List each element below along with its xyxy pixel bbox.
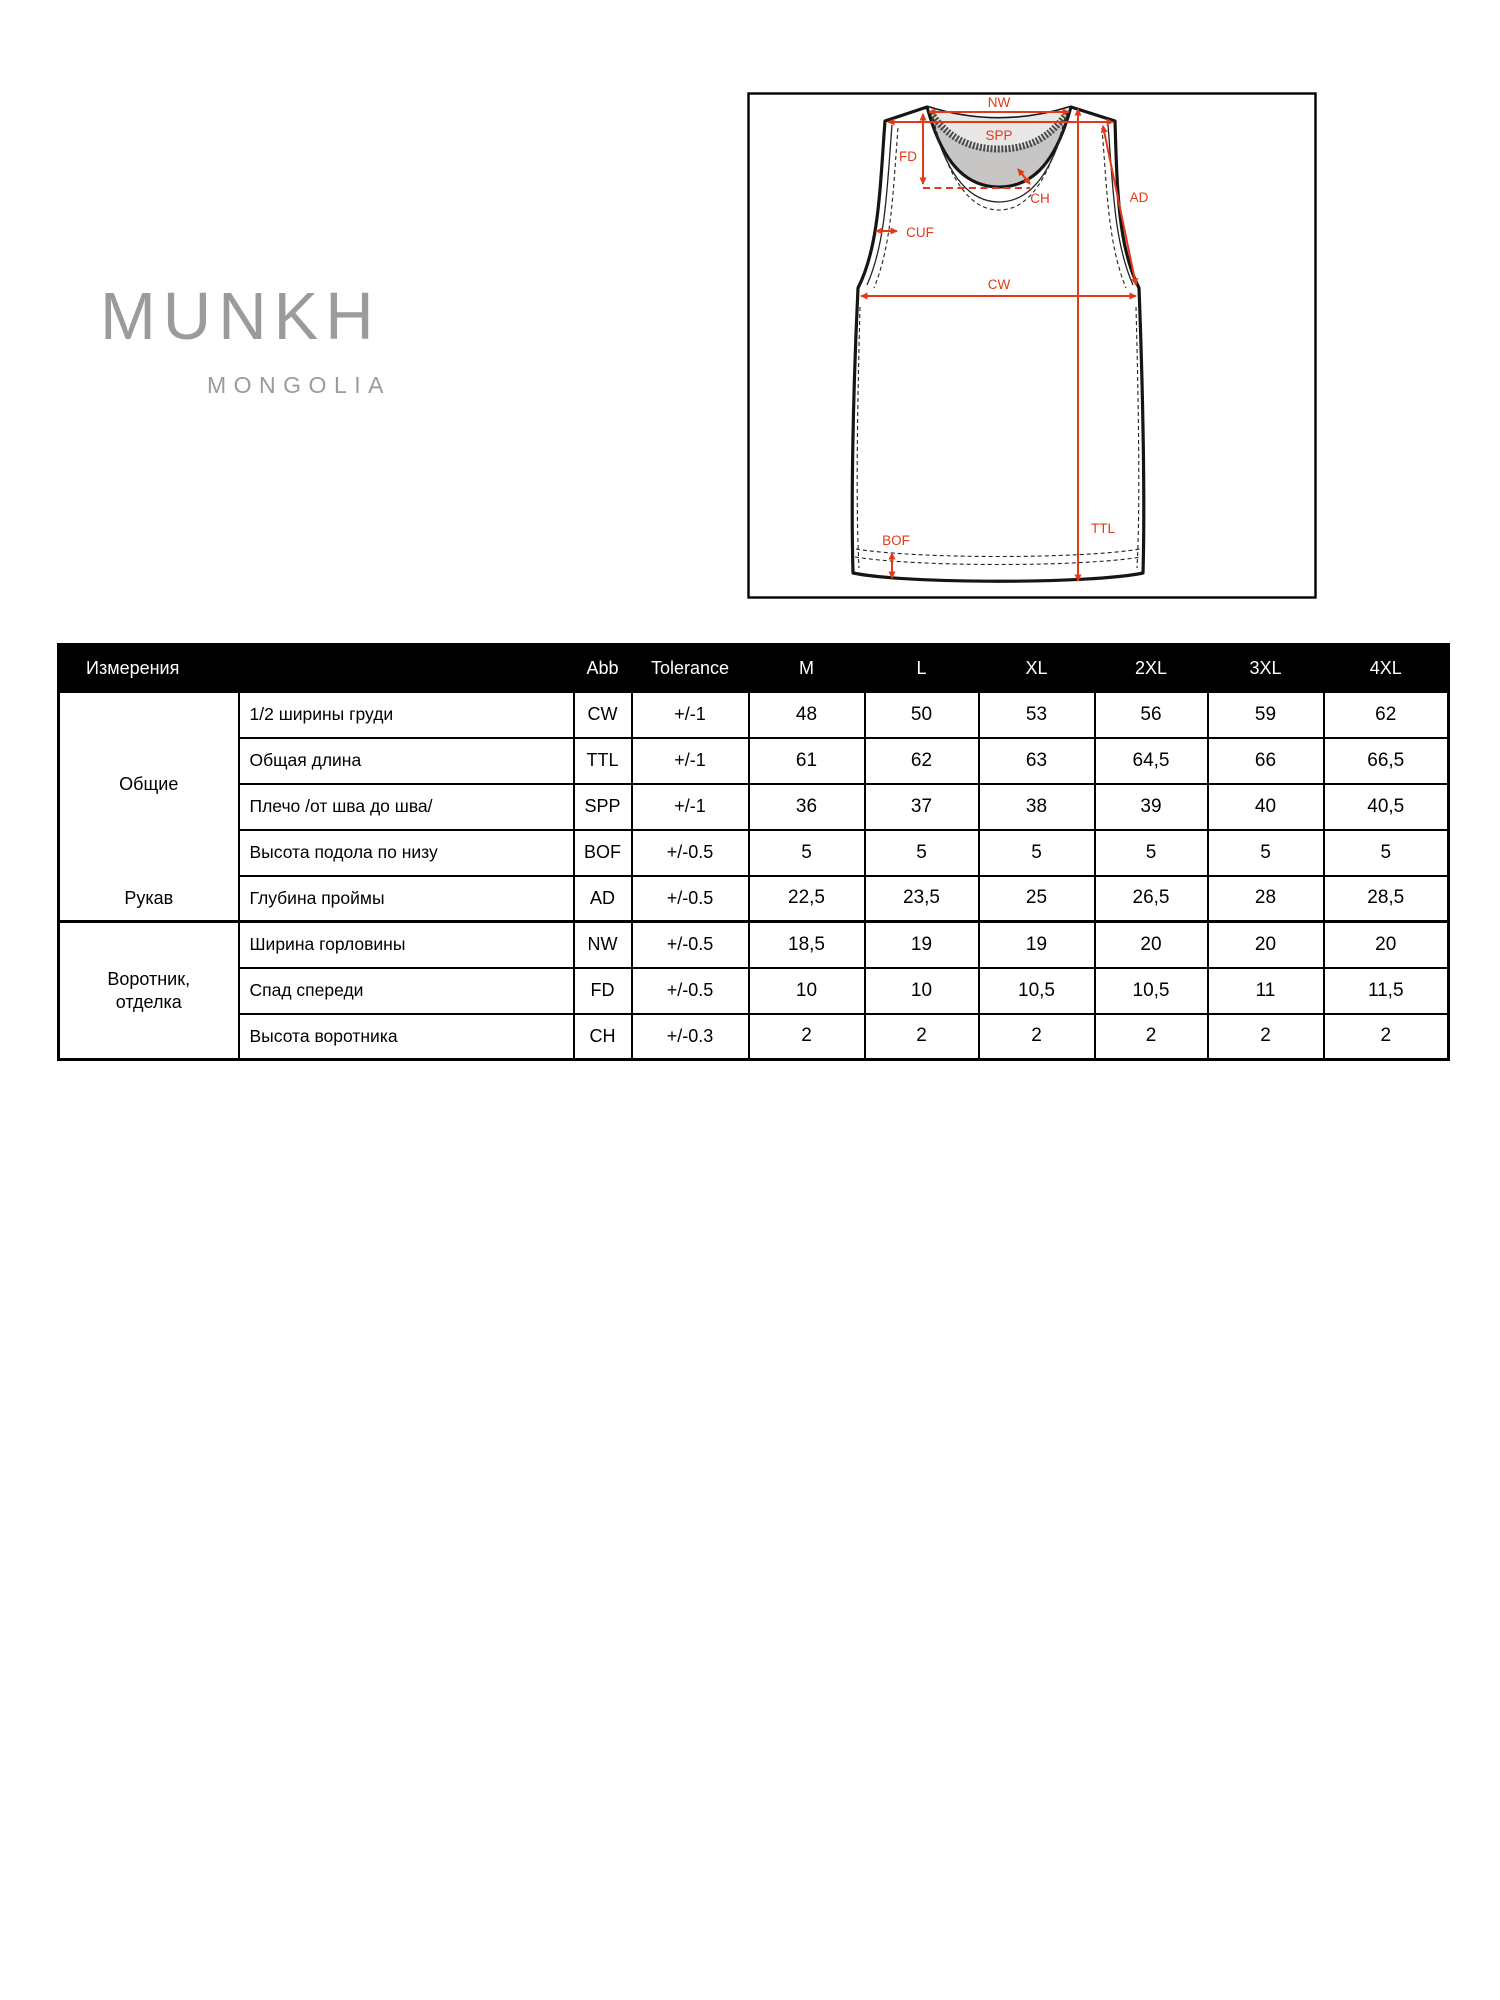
table-row	[59, 738, 1449, 784]
header-size-l: L	[865, 645, 979, 692]
value-cell: 2	[1095, 1014, 1208, 1060]
tank-top-schematic	[747, 92, 1317, 599]
table-row	[59, 784, 1449, 830]
abb-cell: NW	[574, 922, 632, 968]
value-cell: 2	[865, 1014, 979, 1060]
value-cell: 11	[1208, 968, 1324, 1014]
value-cell: 28	[1208, 876, 1324, 922]
row-label: Высота подола по низу	[239, 830, 574, 876]
value-cell: 48	[749, 692, 865, 738]
value-cell: 63	[979, 738, 1095, 784]
value-cell: 62	[1324, 692, 1449, 738]
tolerance-cell: +/-1	[632, 784, 749, 830]
header-size-3xl: 3XL	[1208, 645, 1324, 692]
abb-cell: CW	[574, 692, 632, 738]
value-cell: 59	[1208, 692, 1324, 738]
value-cell: 10,5	[979, 968, 1095, 1014]
size-table	[57, 643, 1450, 1061]
header-abb: Abb	[574, 645, 632, 692]
table-row	[59, 1014, 1449, 1060]
value-cell: 10,5	[1095, 968, 1208, 1014]
value-cell: 25	[979, 876, 1095, 922]
value-cell: 61	[749, 738, 865, 784]
table-row	[59, 692, 1449, 738]
value-cell: 53	[979, 692, 1095, 738]
tolerance-cell: +/-1	[632, 692, 749, 738]
value-cell: 28,5	[1324, 876, 1449, 922]
abb-cell: AD	[574, 876, 632, 922]
value-cell: 56	[1095, 692, 1208, 738]
value-cell: 11,5	[1324, 968, 1449, 1014]
bof-label: BOF	[882, 533, 910, 548]
tolerance-cell: +/-0.5	[632, 876, 749, 922]
value-cell: 5	[1324, 830, 1449, 876]
group-general: Общие	[59, 692, 239, 876]
value-cell: 5	[979, 830, 1095, 876]
value-cell: 38	[979, 784, 1095, 830]
abb-cell: FD	[574, 968, 632, 1014]
row-label: Плечо /от шва до шва/	[239, 784, 574, 830]
ad-label: AD	[1129, 190, 1149, 205]
value-cell: 62	[865, 738, 979, 784]
value-cell: 5	[865, 830, 979, 876]
abb-cell: BOF	[574, 830, 632, 876]
table-row	[59, 968, 1449, 1014]
header-size-2xl: 2XL	[1095, 645, 1208, 692]
ch-label: CH	[1030, 191, 1050, 206]
value-cell: 64,5	[1095, 738, 1208, 784]
value-cell: 5	[1208, 830, 1324, 876]
value-cell: 39	[1095, 784, 1208, 830]
table-row	[59, 876, 1449, 922]
nw-label: NW	[987, 95, 1011, 110]
group-collar-line1: Воротник,	[107, 969, 191, 989]
tolerance-cell: +/-0.3	[632, 1014, 749, 1060]
brand-country: MONGOLIA	[207, 372, 391, 398]
value-cell: 20	[1208, 922, 1324, 968]
value-cell: 66	[1208, 738, 1324, 784]
value-cell: 26,5	[1095, 876, 1208, 922]
garment-diagram	[747, 92, 1317, 599]
ttl-label: TTL	[1090, 521, 1116, 536]
value-cell: 2	[1324, 1014, 1449, 1060]
table-header-row	[59, 645, 1449, 692]
header-size-4xl: 4XL	[1324, 645, 1449, 692]
value-cell: 40,5	[1324, 784, 1449, 830]
value-cell: 20	[1324, 922, 1449, 968]
tolerance-cell: +/-0.5	[632, 830, 749, 876]
value-cell: 37	[865, 784, 979, 830]
header-size-xl: XL	[979, 645, 1095, 692]
fd-label: FD	[899, 149, 917, 164]
header-size-m: M	[749, 645, 865, 692]
value-cell: 20	[1095, 922, 1208, 968]
value-cell: 2	[1208, 1014, 1324, 1060]
tolerance-cell: +/-1	[632, 738, 749, 784]
cuf-label: CUF	[906, 225, 934, 240]
value-cell: 2	[979, 1014, 1095, 1060]
group-collar-line2: отделка	[115, 991, 182, 1012]
row-label: 1/2 ширины груди	[239, 692, 574, 738]
group-sleeve: Рукав	[59, 876, 239, 922]
value-cell: 40	[1208, 784, 1324, 830]
value-cell: 36	[749, 784, 865, 830]
header-tolerance: Tolerance	[632, 645, 749, 692]
value-cell: 5	[1095, 830, 1208, 876]
row-label: Спад спереди	[239, 968, 574, 1014]
value-cell: 2	[749, 1014, 865, 1060]
brand-logo	[100, 279, 391, 399]
brand-wordmark: MUNKH	[100, 279, 381, 354]
value-cell: 22,5	[749, 876, 865, 922]
tolerance-cell: +/-0.5	[632, 922, 749, 968]
value-cell: 18,5	[749, 922, 865, 968]
spp-label: SPP	[985, 128, 1013, 143]
cw-label: CW	[987, 277, 1011, 292]
header-measurements: Измерения	[59, 645, 574, 692]
value-cell: 66,5	[1324, 738, 1449, 784]
value-cell: 23,5	[865, 876, 979, 922]
row-label: Высота воротника	[239, 1014, 574, 1060]
value-cell: 19	[865, 922, 979, 968]
row-label: Ширина горловины	[239, 922, 574, 968]
value-cell: 5	[749, 830, 865, 876]
value-cell: 50	[865, 692, 979, 738]
table-row	[59, 922, 1449, 968]
table-row	[59, 830, 1449, 876]
row-label: Глубина проймы	[239, 876, 574, 922]
abb-cell: CH	[574, 1014, 632, 1060]
value-cell: 10	[749, 968, 865, 1014]
abb-cell: SPP	[574, 784, 632, 830]
row-label: Общая длина	[239, 738, 574, 784]
group-collar	[59, 922, 239, 1060]
abb-cell: TTL	[574, 738, 632, 784]
tolerance-cell: +/-0.5	[632, 968, 749, 1014]
value-cell: 10	[865, 968, 979, 1014]
value-cell: 19	[979, 922, 1095, 968]
